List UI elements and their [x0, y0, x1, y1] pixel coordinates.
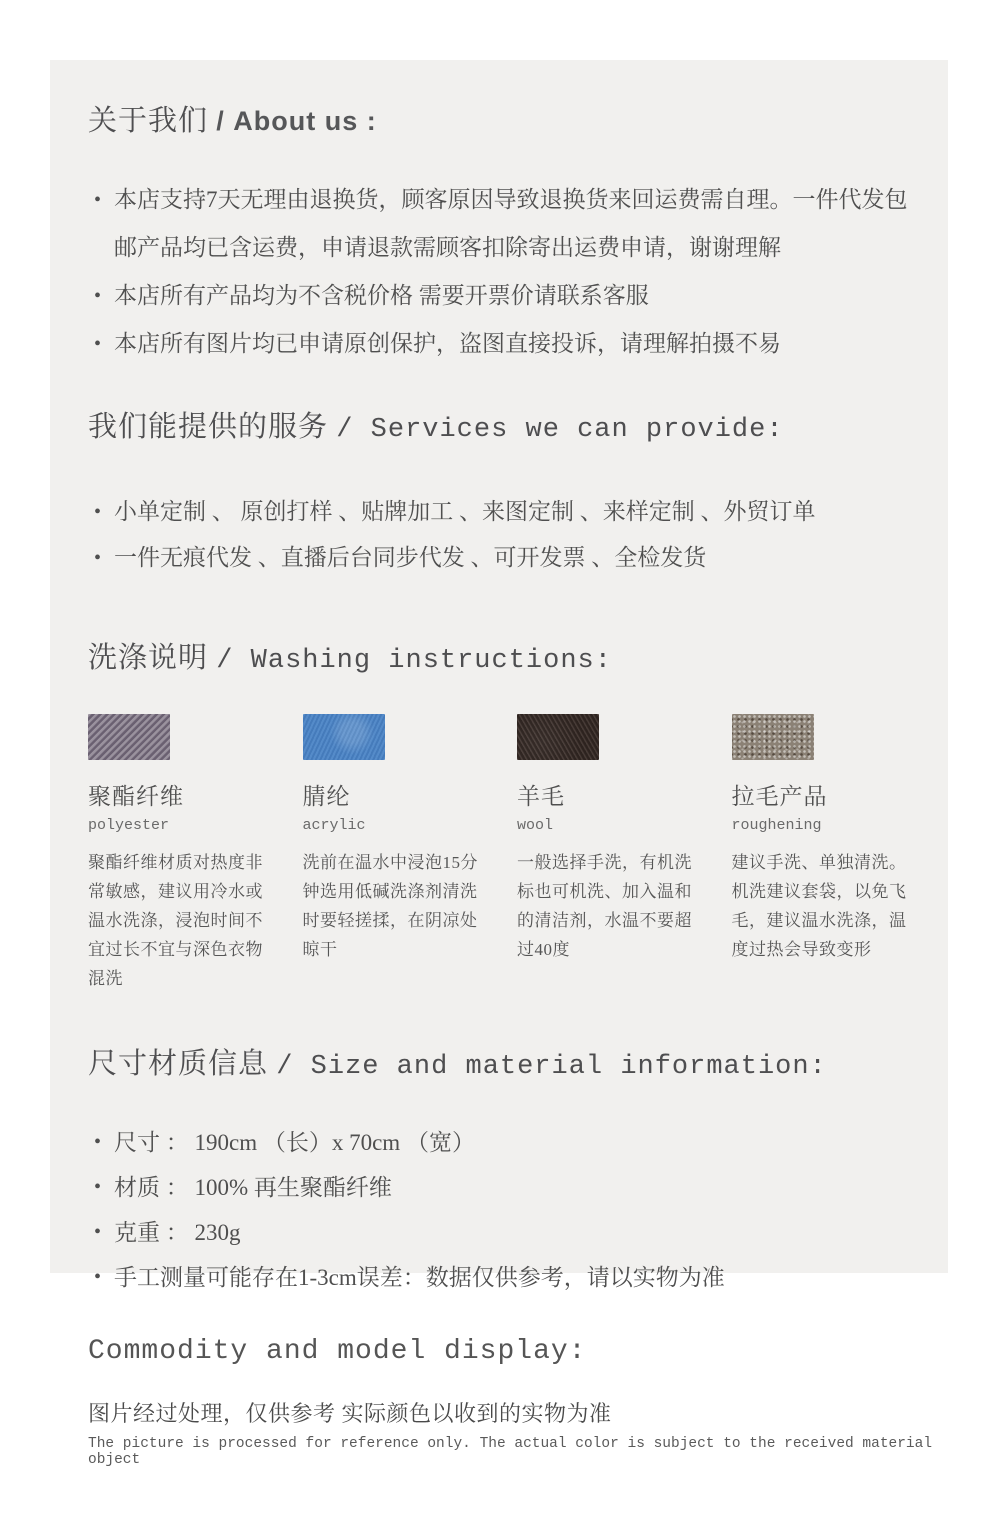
- about-bullet-list: [88, 176, 910, 368]
- list-item: [88, 489, 910, 535]
- section-display: [88, 1333, 968, 1468]
- weight-value: 克重 ： 230g: [114, 1220, 241, 1245]
- bullet-text: 本店支持7天无理由退换货，顾客原因导致退换货来回运费需自理。一件代发包邮产品均已含运费，申请退款需顾客扣除寄出运费申请，谢谢理解: [114, 187, 908, 260]
- washing-item-polyester: [88, 714, 267, 993]
- size-title: [88, 1045, 827, 1086]
- fabric-care-description: 一般选择手洗，有机洗标也可机洗、加入温和的清洁剂，水温不要超过40度: [517, 853, 692, 959]
- list-item: [88, 1165, 910, 1210]
- fabric-name-en: polyester: [88, 817, 170, 834]
- display-note-zh: 图片经过处理，仅供参考 实际颜色以收到的实物为准: [88, 1401, 612, 1426]
- measurement-note: 手工测量可能存在1-3cm误差：数据仅供参考，请以实物为准: [114, 1265, 725, 1290]
- bullet-dot: •: [94, 1221, 102, 1243]
- washing-item-roughening: [732, 714, 911, 993]
- services-title-en: / Services we can provide:: [336, 415, 784, 445]
- bullet-dot: •: [94, 333, 102, 355]
- services-bullet-list: [88, 489, 910, 581]
- list-item: [88, 535, 910, 581]
- fabric-name-en: acrylic: [302, 817, 366, 834]
- fabric-care-description: 洗前在温水中浸泡15分钟选用低碱洗涤剂清洗时要轻搓揉，在阴凉处晾干: [302, 853, 478, 959]
- section-washing: [88, 639, 910, 993]
- list-item: [88, 1120, 910, 1165]
- fabric-name-en: roughening: [731, 817, 822, 834]
- bullet-dot: •: [94, 501, 102, 523]
- fabric-swatch-acrylic: [303, 714, 385, 760]
- about-title-en: / About us :: [216, 106, 377, 136]
- size-title-zh: 尺寸材质信息: [88, 1048, 277, 1080]
- material-value: 材质 ： 100% 再生聚酯纤维: [114, 1175, 392, 1200]
- bullet-text: 本店所有产品均为不含税价格 需要开票价请联系客服: [114, 283, 649, 308]
- fabric-swatch-polyester: [88, 714, 170, 760]
- size-value: 尺寸 ： 190cm （长）x 70cm （宽）: [114, 1130, 475, 1155]
- bullet-dot: •: [94, 1131, 102, 1153]
- display-title: [88, 1333, 586, 1371]
- list-item: [88, 320, 910, 368]
- fabric-care-description: 建议手洗、单独清洗。机洗建议套袋，以免飞毛，建议温水洗涤，温度过热会导致变形: [731, 853, 907, 959]
- fabric-name-zh: 腈纶: [302, 784, 351, 809]
- section-size-material: [88, 1045, 910, 1300]
- display-note-en: The picture is processed for reference only. The actual color is subject to the received material object: [88, 1436, 933, 1468]
- fabric-care-description: 聚酯纤维材质对热度非常敏感，建议用冷水或温水洗涤，浸泡时间不宜过长不宜与深色衣物混洗: [88, 853, 263, 988]
- display-title-en: Commodity and model display:: [88, 1336, 587, 1367]
- services-title-zh: 我们能提供的服务: [88, 411, 337, 443]
- bullet-text: 本店所有图片均已申请原创保护，盗图直接投诉，请理解拍摄不易: [114, 331, 781, 356]
- washing-item-acrylic: [303, 714, 482, 993]
- fabric-name-zh: 羊毛: [517, 784, 565, 809]
- services-title: [88, 408, 784, 449]
- washing-title: [88, 639, 612, 680]
- bullet-dot: •: [94, 285, 102, 307]
- bullet-dot: •: [94, 1266, 102, 1288]
- about-title: [88, 102, 377, 140]
- fabric-name-zh: 拉毛产品: [731, 784, 828, 809]
- bullet-text: 小单定制 、 原创打样 、贴牌加工 、来图定制 、来样定制 、外贸订单: [114, 499, 816, 524]
- section-about: [88, 102, 910, 368]
- section-services: [88, 408, 910, 581]
- fabric-swatch-wool: [517, 714, 599, 760]
- bullet-dot: •: [94, 547, 102, 569]
- list-item: [88, 1210, 910, 1255]
- list-item: [88, 272, 910, 320]
- bullet-dot: •: [94, 189, 102, 211]
- bullet-text: 一件无痕代发 、直播后台同步代发 、可开发票 、全检发货: [114, 545, 707, 570]
- size-title-en: / Size and material information:: [276, 1052, 827, 1082]
- washing-title-en: / Washing instructions:: [216, 646, 612, 676]
- fabric-name-en: wool: [517, 817, 554, 834]
- size-bullet-list: [88, 1120, 910, 1300]
- fabric-swatch-roughening: [732, 714, 814, 760]
- list-item: [88, 176, 910, 272]
- bullet-dot: •: [94, 1176, 102, 1198]
- washing-item-wool: [517, 714, 696, 993]
- info-panel: [50, 60, 948, 1290]
- washing-grid: [88, 714, 910, 993]
- about-title-zh: 关于我们: [88, 105, 217, 137]
- washing-title-zh: 洗涤说明: [88, 642, 217, 674]
- list-item: [88, 1255, 910, 1300]
- fabric-name-zh: 聚酯纤维: [88, 784, 184, 809]
